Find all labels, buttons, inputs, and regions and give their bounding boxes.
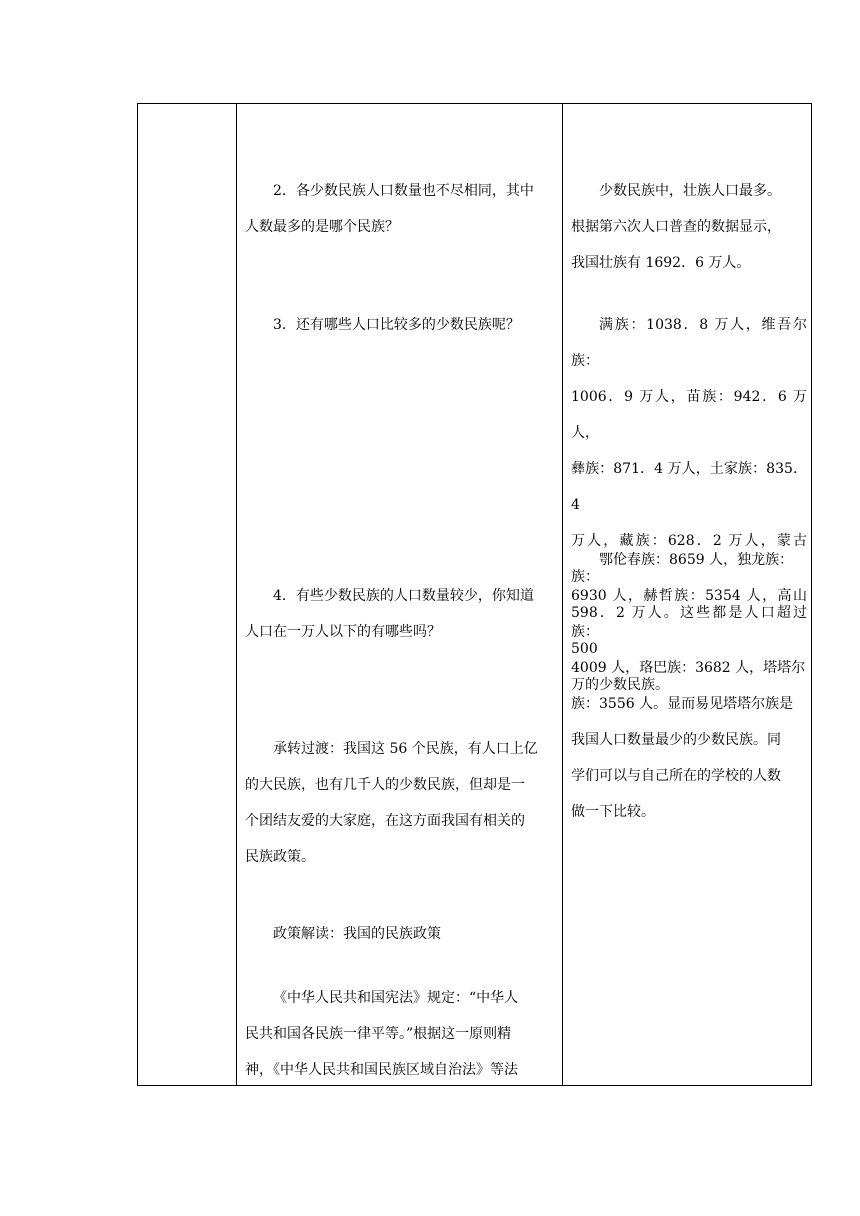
text-line: 598．2 万人。这些都是人口超过 500 — [571, 605, 807, 657]
text-line: 个团结友爱的大家庭，在这方面我国有相关的 — [245, 813, 525, 829]
text-line: 根据第六次人口普查的数据显示， — [571, 219, 781, 235]
right-column-cell — [563, 104, 813, 1085]
text-line: 人数最多的是哪个民族？ — [245, 219, 399, 235]
text-line: 3．还有哪些人口比较多的少数民族呢？ — [273, 317, 520, 333]
answer-4 — [571, 542, 807, 830]
text-line: 万人，藏族：628．2 万人，蒙古族： — [571, 533, 807, 585]
text-line: 承转过渡：我国这 56 个民族，有人口上亿 — [273, 741, 538, 757]
text-line: 4．有些少数民族的人口数量较少，你知道 — [273, 588, 534, 604]
text-line: 4009 人，珞巴族：3682 人，塔塔尔 — [571, 660, 806, 676]
answer-2 — [571, 173, 807, 281]
text-line: 1006．9 万人，苗族：942．6 万人， — [571, 389, 807, 441]
text-line: 《中华人民共和国宪法》规定：“中华人 — [273, 990, 519, 1006]
text-line: 满族：1038．8 万人，维吾尔族： — [571, 317, 807, 369]
middle-column-cell — [237, 104, 562, 1085]
policy-paragraph — [245, 980, 556, 1088]
question-4 — [245, 578, 556, 650]
question-2 — [245, 173, 556, 245]
text-line: 政策解读：我国的民族政策 — [273, 926, 441, 942]
text-line: 我国壮族有 1692．6 万人。 — [571, 255, 751, 271]
text-line: 2．各少数民族人口数量也不尽相同，其中 — [273, 183, 534, 199]
text-line: 民族政策。 — [245, 849, 315, 865]
text-line: 鄂伦春族：8659 人，独龙族： — [599, 552, 794, 568]
transition-paragraph — [245, 731, 556, 875]
text-line: 神，《中华人民共和国民族区域自治法》等法 — [245, 1062, 518, 1078]
policy-heading — [245, 916, 556, 952]
text-line: 学们可以与自己所在的学校的人数 — [571, 768, 781, 784]
lesson-table — [137, 103, 812, 1086]
text-line: 彝族：871．4 万人，土家族：835．4 — [571, 461, 807, 513]
text-line: 6930 人，赫哲族：5354 人，高山族： — [571, 588, 807, 640]
question-3 — [245, 307, 556, 343]
left-column-cell — [138, 104, 236, 1085]
text-line: 的大民族，也有几千人的少数民族，但却是一 — [245, 777, 525, 793]
text-line: 族：3556 人。显而易见塔塔尔族是 — [571, 696, 794, 712]
text-line: 少数民族中，壮族人口最多。 — [599, 183, 781, 199]
text-line: 人口在一万人以下的有哪些吗？ — [245, 624, 441, 640]
text-line: 民共和国各民族一律平等。”根据这一原则精 — [245, 1026, 512, 1042]
text-line: 做一下比较。 — [571, 804, 655, 820]
text-line: 万的少数民族。 — [571, 677, 669, 693]
text-line: 我国人口数量最少的少数民族。同 — [571, 732, 781, 748]
